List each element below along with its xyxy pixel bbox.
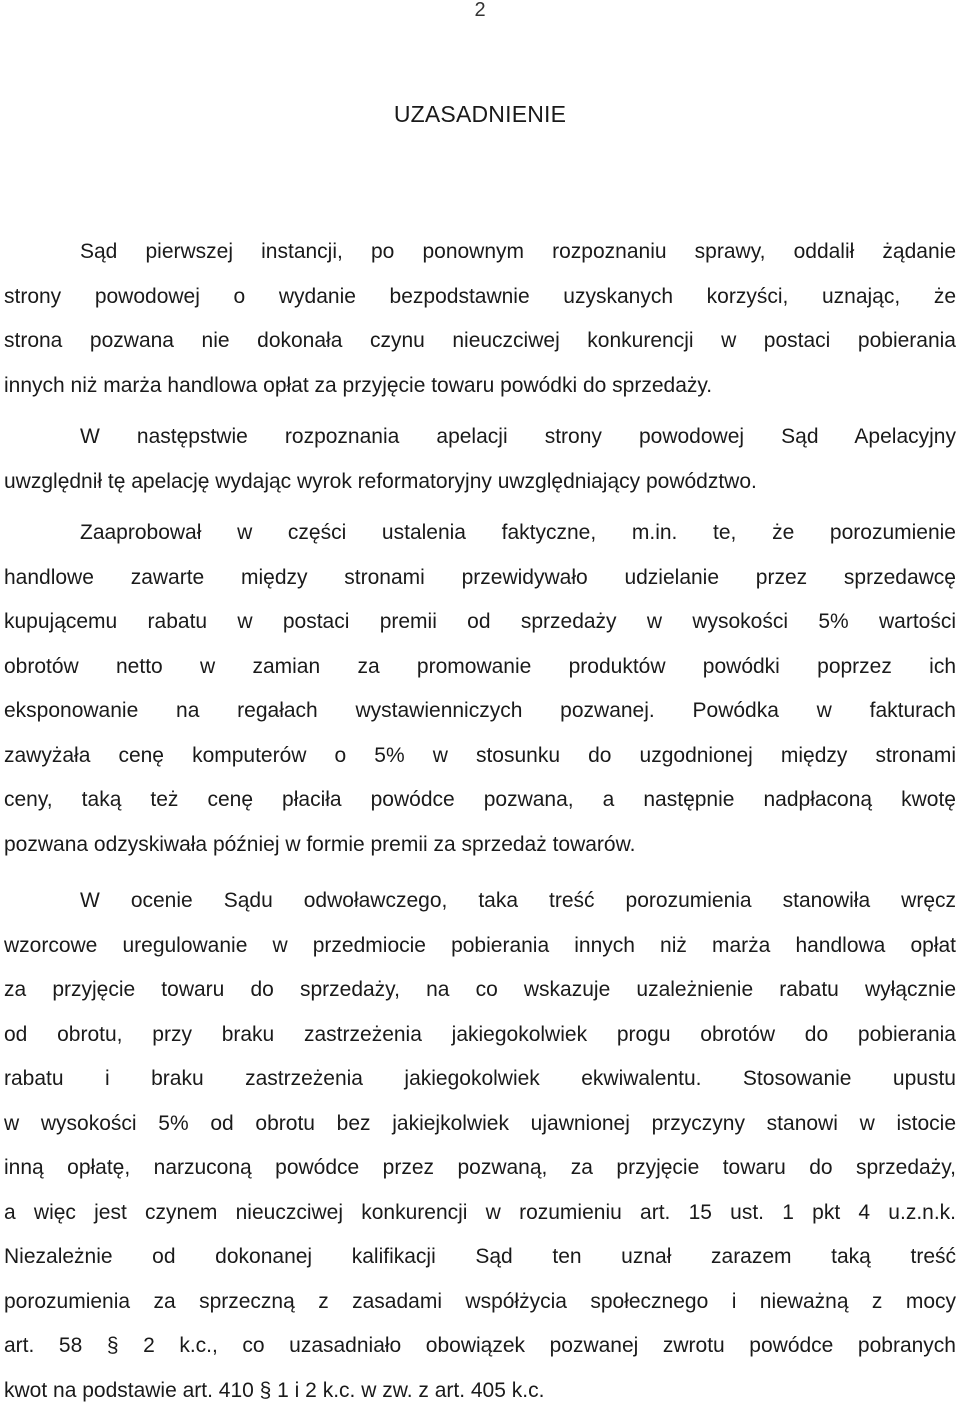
paragraph-line: innych niż marża handlowa opłat za przyjęcie towaru powódki do sprzedaży. (4, 373, 713, 397)
paragraph-4 (4, 879, 956, 1413)
paragraph-line: Niezależnie od dokonanej kalifikacji Sąd ten uznał zarazem taką treść (4, 1245, 956, 1268)
paragraph-line: wzorcowe uregulowanie w przedmiocie pobierania innych niż marża handlowa opłat (4, 933, 956, 957)
paragraph-line: strona pozwana nie dokonała czynu nieuczciwej konkurencji w postaci pobierania (4, 329, 956, 352)
paragraph-line: za przyjęcie towaru do sprzedaży, na co wskazuje uzależnienie rabatu wyłącznie (4, 978, 956, 1001)
paragraph-line: a więc jest czynem nieuczciwej konkurencji w rozumieniu art. 15 ust. 1 pkt 4 u.z.n.k. (4, 1200, 956, 1224)
paragraph-line: pozwana odzyskiwała później w formie premii za sprzedaż towarów. (4, 832, 636, 856)
paragraph-line: rabatu i braku zastrzeżenia jakiegokolwiek ekwiwalentu. Stosowanie upustu (4, 1067, 956, 1090)
paragraph-3 (4, 511, 956, 867)
paragraph-line: kupującemu rabatu w postaci premii od sprzedaży w wysokości 5% wartości (4, 610, 956, 633)
paragraph-line: handlowe zawarte między stronami przewidywało udzielanie przez sprzedawcę (4, 565, 956, 589)
paragraph-line: eksponowanie na regałach wystawienniczych pozwanej. Powódka w fakturach (4, 699, 956, 722)
document-body (4, 230, 956, 1413)
paragraph-line: uwzględnił tę apelację wydając wyrok reformatoryjny uwzględniający powództwo. (4, 469, 757, 493)
paragraph-line: Zaaprobował w części ustalenia faktyczne, m.in. te, że porozumienie (80, 521, 956, 544)
paragraph-line: ceny, taką też cenę płaciła powódce pozwana, a następnie nadpłaconą kwotę (4, 788, 956, 811)
paragraph-line: obrotów netto w zamian za promowanie produktów powódki poprzez ich (4, 654, 956, 678)
paragraph-line: inną opłatę, narzuconą powódce przez pozwaną, za przyjęcie towaru do sprzedaży, (4, 1156, 956, 1179)
paragraph-line: art. 58 § 2 k.c., co uzasadniało obowiązek pozwanej zwrotu powódce pobranych (4, 1334, 956, 1357)
page-number: 2 (474, 0, 486, 21)
paragraph-line: kwot na podstawie art. 410 § 1 i 2 k.c. w zw. z art. 405 k.c. (4, 1378, 545, 1402)
paragraph-1 (4, 230, 956, 408)
paragraph-line: W ocenie Sądu odwoławczego, taka treść porozumienia stanowiła wręcz (80, 889, 956, 912)
paragraph-line: od obrotu, przy braku zastrzeżenia jakiegokolwiek progu obrotów do pobierania (4, 1022, 956, 1046)
paragraph-line: W następstwie rozpoznania apelacji strony powodowej Sąd Apelacyjny (80, 425, 956, 448)
paragraph-line: porozumienia za sprzeczną z zasadami współżycia społecznego i nieważną z mocy (4, 1289, 956, 1313)
paragraph-line: Sąd pierwszej instancji, po ponownym rozpoznaniu sprawy, oddalił żądanie (80, 240, 956, 263)
paragraph-line: w wysokości 5% od obrotu bez jakiejkolwiek ujawnionej przyczyny stanowi w istocie (4, 1111, 956, 1135)
paragraph-line: zawyżała cenę komputerów o 5% w stosunku do uzgodnionej między stronami (4, 743, 956, 767)
paragraph-2 (4, 415, 956, 504)
paragraph-line: strony powodowej o wydanie bezpodstawnie uzyskanych korzyści, uznając, że (4, 284, 956, 308)
document-title: UZASADNIENIE (393, 101, 567, 127)
